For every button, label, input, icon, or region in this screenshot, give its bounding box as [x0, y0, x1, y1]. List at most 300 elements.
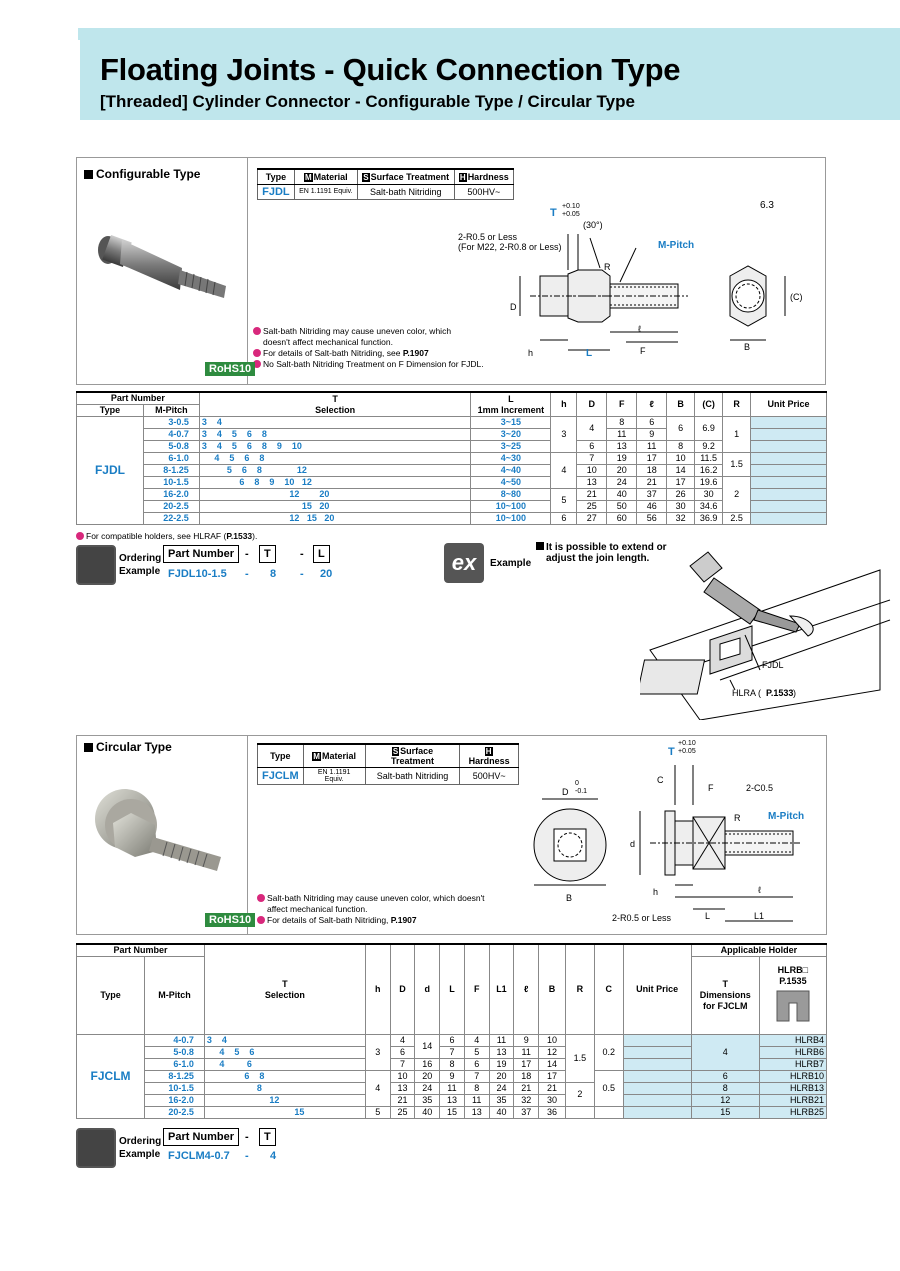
note-text: For details of Salt-bath Nitriding, see — [263, 348, 401, 358]
holder-cell: HLRB21 — [759, 1095, 826, 1107]
b-cell: 32 — [667, 513, 695, 525]
th-tdim-3: for FJCLM — [703, 1001, 748, 1011]
f-cell: 13 — [607, 441, 637, 453]
configurable-product-image — [92, 228, 232, 308]
ell-cell: 6 — [637, 417, 667, 429]
rohs-badge: RoHS10 — [205, 913, 255, 927]
ordering-l-box: L — [313, 545, 330, 563]
spec-header-material-text: Material — [321, 751, 356, 761]
table-row — [77, 513, 827, 525]
drawing-r-note: 2-R0.5 or Less — [612, 913, 672, 923]
spec-hardness: 500HV~ — [460, 768, 519, 785]
drawing-f: F — [640, 346, 646, 356]
l-cell: 15 — [440, 1107, 465, 1119]
dd-cell: 16 — [415, 1059, 440, 1071]
d-cell: 4 — [577, 417, 607, 441]
page-title: Floating Joints - Quick Connection Type — [100, 52, 681, 87]
d-cell: 10 — [577, 465, 607, 477]
drawing-angle: (30°) — [583, 220, 603, 230]
note-text: For details of Salt-bath Nitriding, — [267, 915, 389, 925]
c-cell: 30 — [695, 489, 723, 501]
spec-material: EN 1.1191 Equiv. — [303, 768, 365, 785]
f-cell: 5 — [464, 1047, 489, 1059]
f-cell: 24 — [607, 477, 637, 489]
mpitch-cell: 20-2.5 — [145, 1107, 205, 1119]
tdim-cell: 12 — [691, 1095, 759, 1107]
rohs-badge: RoHS10 — [205, 362, 255, 376]
b-cell: 30 — [539, 1095, 566, 1107]
example-illustration — [640, 540, 900, 720]
ordering-label-2: Example — [119, 1149, 161, 1160]
drawing-ell: ℓ — [758, 885, 761, 895]
l-cell: 3~20 — [471, 429, 551, 441]
l-cell: 10~100 — [471, 513, 551, 525]
table-row — [77, 453, 827, 465]
spec-header-type: Type — [258, 169, 295, 184]
header-accent — [72, 40, 80, 120]
ordering-t-box: T — [259, 545, 276, 563]
spec-header-surface-text: Surface Treatment — [391, 746, 435, 766]
ordering-dash-1: - — [245, 1131, 249, 1143]
ell-cell: 17 — [637, 453, 667, 465]
holder-cell: HLRB10 — [759, 1071, 826, 1083]
footnote-text: For compatible holders, see HLRAF ( — [86, 531, 227, 541]
mpitch-cell: 6-1.0 — [145, 1059, 205, 1071]
l-cell: 7 — [440, 1047, 465, 1059]
ordering-t-box: T — [259, 1128, 276, 1146]
drawing-tol-up: +0.10 — [562, 203, 580, 210]
ordering-pn-box: Part Number — [163, 1128, 239, 1146]
th-r: R — [565, 944, 594, 1035]
drawing-chamfer: 2-C0.5 — [746, 783, 774, 793]
c-cell: 6.9 — [695, 417, 723, 441]
b-cell: 17 — [539, 1071, 566, 1083]
th-f: F — [464, 944, 489, 1035]
selection-cell: 15 20 — [199, 501, 471, 513]
r-cell: 2 — [723, 477, 751, 513]
ell-cell: 18 — [514, 1071, 539, 1083]
footnote-ref[interactable]: P.1533 — [226, 531, 253, 541]
unit-price-cell[interactable] — [751, 477, 827, 489]
unit-price-cell[interactable] — [623, 1083, 691, 1095]
hardness-icon: H — [459, 172, 466, 182]
th-tdim-1: T — [722, 979, 728, 989]
mpitch-cell: 4-0.7 — [143, 429, 199, 441]
drawing-c: C — [657, 775, 664, 785]
spec-header-type: Type — [258, 744, 304, 768]
selection-cell: 4 5 6 8 — [199, 453, 471, 465]
tdim-cell: 4 — [691, 1035, 759, 1071]
c-cell — [594, 1107, 623, 1119]
selection-cell: 4 5 6 — [204, 1047, 365, 1059]
note-2 — [257, 915, 485, 926]
drawing-f: F — [708, 783, 714, 793]
th-c: C — [594, 944, 623, 1035]
drawing-d: D — [562, 787, 569, 797]
dd-cell: 40 — [415, 1107, 440, 1119]
selection-cell: 3 4 — [204, 1035, 365, 1047]
h-cell: 5 — [365, 1107, 390, 1119]
selection-cell: 3 4 5 6 8 9 10 — [199, 441, 471, 453]
ell-cell: 17 — [514, 1059, 539, 1071]
b-cell: 26 — [667, 489, 695, 501]
tdim-cell: 8 — [691, 1083, 759, 1095]
example-text-2: adjust the join length. — [546, 553, 650, 564]
d-cell: 13 — [390, 1083, 415, 1095]
b-cell: 12 — [539, 1047, 566, 1059]
th-c: (C) — [695, 392, 723, 417]
drawing-r-note1: 2-R0.5 or Less — [458, 232, 518, 242]
ordering-v-t: 4 — [270, 1150, 277, 1162]
d-cell: 6 — [390, 1047, 415, 1059]
mpitch-cell: 16-2.0 — [145, 1095, 205, 1107]
th-hlrb-ref[interactable]: P.1535 — [779, 976, 807, 986]
ell-cell: 21 — [514, 1083, 539, 1095]
f-cell: 4 — [464, 1035, 489, 1047]
table-row — [77, 417, 827, 429]
th-selection: Selection — [264, 989, 305, 1000]
d-cell: 21 — [577, 489, 607, 501]
unit-price-cell[interactable] — [623, 1107, 691, 1119]
table-row — [77, 501, 827, 513]
selection-cell: 12 20 — [199, 489, 471, 501]
l-cell: 3~15 — [471, 417, 551, 429]
drawing-tol-up: +0.10 — [678, 740, 696, 747]
b-cell: 10 — [667, 453, 695, 465]
ordering-v-pn: FJCLM4-0.7 — [168, 1150, 230, 1162]
drawing-d-tol: 0 — [575, 780, 579, 787]
ell-cell: 11 — [637, 441, 667, 453]
th-hlrb-label: HLRB□ — [777, 965, 809, 975]
ell-cell: 37 — [637, 489, 667, 501]
drawing-r: R — [604, 262, 611, 272]
selection-cell: 4 6 — [204, 1059, 365, 1071]
l1-cell: 40 — [489, 1107, 514, 1119]
h-cell: 5 — [551, 489, 577, 513]
page-subtitle: [Threaded] Cylinder Connector - Configurable Type / Circular Type — [100, 92, 635, 111]
th-b: B — [667, 392, 695, 417]
c-cell: 0.5 — [594, 1071, 623, 1107]
note-icon — [76, 532, 84, 540]
r-cell — [565, 1107, 594, 1119]
b-cell: 14 — [539, 1059, 566, 1071]
f-cell: 60 — [607, 513, 637, 525]
unit-price-cell[interactable] — [623, 1047, 691, 1059]
f-cell: 11 — [607, 429, 637, 441]
ell-cell: 18 — [637, 465, 667, 477]
th-d: D — [577, 392, 607, 417]
note-icon — [253, 349, 261, 357]
l-cell: 4~40 — [471, 465, 551, 477]
b-cell: 8 — [667, 441, 695, 453]
th-h: h — [551, 392, 577, 417]
circular-notes — [257, 893, 485, 926]
ordering-dash-2: - — [300, 548, 304, 560]
ordering-label-2: Example — [119, 566, 161, 577]
spec-header-hardness-text: Hardness — [468, 756, 510, 766]
spec-type: FJCLM — [258, 768, 304, 785]
circular-section-label: Circular Type — [84, 740, 172, 754]
holder-cell: HLRB6 — [759, 1047, 826, 1059]
drawing-mpitch: M-Pitch — [658, 240, 695, 251]
spec-header-hardness — [454, 169, 513, 184]
ordering-label — [119, 552, 161, 578]
selection-cell: 12 15 20 — [199, 513, 471, 525]
l1-cell: 24 — [489, 1083, 514, 1095]
ordering-v-dash1: - — [245, 568, 249, 580]
drawing-t: T — [668, 746, 675, 758]
note-icon — [257, 894, 265, 902]
configurable-section-label: Configurable Type — [84, 167, 200, 181]
l-cell: 4~50 — [471, 477, 551, 489]
holder-cell: HLRB7 — [759, 1059, 826, 1071]
note-1b: doesn't affect mechanical function. — [263, 337, 393, 347]
ell-cell: 32 — [514, 1095, 539, 1107]
ell-cell: 56 — [637, 513, 667, 525]
surface-icon: S — [392, 747, 399, 756]
th-hlrb — [759, 957, 826, 1035]
unit-price-cell[interactable] — [623, 1059, 691, 1071]
b-cell: 10 — [539, 1035, 566, 1047]
f-cell: 50 — [607, 501, 637, 513]
drawing-d-tol2: -0.1 — [575, 788, 588, 795]
ell-cell: 46 — [637, 501, 667, 513]
c-cell: 0.2 — [594, 1035, 623, 1071]
note-1 — [257, 893, 485, 904]
selection-cell: 3 4 5 6 8 — [199, 429, 471, 441]
l-cell: 13 — [440, 1095, 465, 1107]
th-d: D — [390, 944, 415, 1035]
ordering-v-l: 20 — [320, 568, 333, 580]
mpitch-cell: 20-2.5 — [143, 501, 199, 513]
unit-price-cell[interactable] — [751, 417, 827, 429]
table-row — [77, 1095, 827, 1107]
circular-divider — [247, 735, 248, 935]
example-label: Example — [490, 558, 532, 569]
d-cell: 25 — [390, 1107, 415, 1119]
f-cell: 13 — [464, 1107, 489, 1119]
unit-price-cell[interactable] — [751, 465, 827, 477]
circular-spec-table — [257, 743, 519, 785]
r-cell: 1.5 — [565, 1035, 594, 1083]
drawing-l: L — [705, 911, 711, 921]
th-part-number: Part Number — [77, 392, 200, 405]
table-row — [77, 465, 827, 477]
dd-cell: 35 — [415, 1095, 440, 1107]
b-cell: 30 — [667, 501, 695, 513]
drawing-b: B — [744, 342, 751, 352]
example-hlra-ref: P.1533 — [766, 688, 794, 698]
b-cell: 6 — [667, 417, 695, 441]
ell-cell: 9 — [637, 429, 667, 441]
mpitch-cell: 16-2.0 — [143, 489, 199, 501]
c-cell: 34.6 — [695, 501, 723, 513]
type-cell: FJDL — [77, 417, 144, 525]
unit-price-cell[interactable] — [751, 501, 827, 513]
circular-drawing — [510, 735, 825, 930]
ordering-v-t: 8 — [270, 568, 277, 580]
d-cell: 13 — [577, 477, 607, 489]
drawing-b: B — [566, 893, 573, 903]
th-r: R — [723, 392, 751, 417]
th-selection: Selection — [315, 404, 356, 415]
selection-cell: 12 — [204, 1095, 365, 1107]
c-cell: 36.9 — [695, 513, 723, 525]
note-text: No Salt-bath Nitriding Treatment on F Dimension for FJDL. — [263, 359, 484, 369]
drawing-l: L — [586, 348, 593, 359]
h-cell: 4 — [551, 453, 577, 489]
drawing-mpitch: M-Pitch — [768, 811, 805, 822]
th-ell: ℓ — [637, 392, 667, 417]
unit-price-cell[interactable] — [751, 441, 827, 453]
drawing-tol-dn: +0.05 — [562, 211, 580, 218]
ordering-icon — [76, 1128, 116, 1168]
example-fjdl: FJDL — [762, 660, 784, 670]
l1-cell: 13 — [489, 1047, 514, 1059]
l1-cell: 11 — [489, 1035, 514, 1047]
ordering-label-1: Ordering — [119, 553, 162, 564]
ordering-label — [119, 1135, 161, 1161]
b-cell: 21 — [539, 1083, 566, 1095]
r-cell: 2 — [565, 1083, 594, 1107]
tdim-cell: 15 — [691, 1107, 759, 1119]
unit-price-cell[interactable] — [751, 429, 827, 441]
circular-product-image — [95, 785, 235, 875]
unit-price-cell[interactable] — [623, 1035, 691, 1047]
selection-cell: 3 4 — [199, 417, 471, 429]
footnote-end: ). — [252, 531, 258, 541]
drawing-ell: ℓ — [638, 324, 641, 334]
l1-cell: 20 — [489, 1071, 514, 1083]
ell-cell: 21 — [637, 477, 667, 489]
b-cell: 36 — [539, 1107, 566, 1119]
drawing-d: D — [510, 302, 517, 312]
spec-material: EN 1.1191 Equiv. — [294, 184, 357, 199]
unit-price-cell[interactable] — [751, 489, 827, 501]
l-cell: 9 — [440, 1071, 465, 1083]
mpitch-cell: 5-0.8 — [145, 1047, 205, 1059]
f-cell: 19 — [607, 453, 637, 465]
c-cell: 19.6 — [695, 477, 723, 489]
th-b: B — [539, 944, 566, 1035]
spec-surface: Salt-bath Nitriding — [365, 768, 460, 785]
th-t-selection — [199, 392, 471, 417]
ordering-v-dash: - — [245, 1150, 249, 1162]
ell-cell: 11 — [514, 1047, 539, 1059]
f-cell: 40 — [607, 489, 637, 501]
spec-header-surface-text: Surface Treatment — [370, 171, 450, 182]
f-cell: 11 — [464, 1095, 489, 1107]
ell-cell: 9 — [514, 1035, 539, 1047]
table-row — [77, 1071, 827, 1083]
th-holder: Applicable Holder — [691, 944, 826, 957]
spec-type: FJDL — [258, 184, 295, 199]
note-text: Salt-bath Nitriding may cause uneven color, which — [263, 326, 452, 336]
circular-main-table — [76, 943, 827, 1119]
mpitch-cell: 5-0.8 — [143, 441, 199, 453]
mpitch-cell: 10-1.5 — [145, 1083, 205, 1095]
l-cell: 6 — [440, 1035, 465, 1047]
d-cell: 10 — [390, 1071, 415, 1083]
r-cell: 1.5 — [723, 453, 751, 477]
mpitch-cell: 4-0.7 — [145, 1035, 205, 1047]
drawing-h: h — [528, 348, 534, 358]
l-cell: 3~25 — [471, 441, 551, 453]
unit-price-cell[interactable] — [751, 453, 827, 465]
spec-header-hardness-text: Hardness — [467, 171, 509, 182]
drawing-tol-dn: +0.05 — [678, 748, 696, 755]
th-part-number: Part Number — [77, 944, 205, 957]
l-cell: 11 — [440, 1083, 465, 1095]
h-cell: 6 — [551, 513, 577, 525]
h-cell: 4 — [365, 1071, 390, 1107]
f-cell: 20 — [607, 465, 637, 477]
l1-cell: 19 — [489, 1059, 514, 1071]
th-tdim-2: Dimensions — [699, 990, 751, 1000]
th-type: Type — [77, 957, 145, 1035]
l-cell: 8 — [440, 1059, 465, 1071]
note-page-ref[interactable]: P.1907 — [402, 348, 429, 358]
l-cell: 10~100 — [471, 501, 551, 513]
holder-cell: HLRB13 — [759, 1083, 826, 1095]
unit-price-cell[interactable] — [623, 1071, 691, 1083]
th-t: T — [282, 978, 288, 989]
hardness-icon: H — [485, 747, 492, 756]
mpitch-cell: 3-0.5 — [143, 417, 199, 429]
example-icon: ex — [444, 543, 484, 583]
l-cell: 8~80 — [471, 489, 551, 501]
selection-cell: 6 8 — [204, 1071, 365, 1083]
f-cell: 8 — [464, 1083, 489, 1095]
table-row — [77, 441, 827, 453]
mpitch-cell: 8-1.25 — [143, 465, 199, 477]
d-cell: 25 — [577, 501, 607, 513]
th-mpitch: M-Pitch — [145, 957, 205, 1035]
note-page-ref[interactable]: P.1907 — [390, 915, 417, 925]
c-cell: 11.5 — [695, 453, 723, 465]
holder-image — [773, 987, 813, 1023]
configurable-main-table — [76, 391, 827, 525]
th-t: T — [332, 393, 338, 404]
th-type: Type — [77, 405, 144, 417]
note-text: Salt-bath Nitriding may cause uneven color, which doesn't — [267, 893, 485, 903]
th-l-inc: 1mm Increment — [477, 404, 545, 415]
spec-header-surface — [357, 169, 454, 184]
table-row — [77, 477, 827, 489]
table-row — [77, 489, 827, 501]
th-unit-price: Unit Price — [751, 392, 827, 417]
ell-cell: 37 — [514, 1107, 539, 1119]
ordering-label-1: Ordering — [119, 1136, 162, 1147]
holder-cell: HLRB4 — [759, 1035, 826, 1047]
d-cell: 4 — [390, 1035, 415, 1047]
h-cell: 3 — [365, 1035, 390, 1071]
selection-cell: 6 8 9 10 12 — [199, 477, 471, 489]
example-hlra-end: ) — [793, 688, 796, 698]
type-cell: FJCLM — [77, 1035, 145, 1119]
dd-cell: 14 — [415, 1035, 440, 1059]
unit-price-cell[interactable] — [751, 513, 827, 525]
selection-cell: 5 6 8 12 — [199, 465, 471, 477]
b-cell: 14 — [667, 465, 695, 477]
configurable-drawing — [440, 190, 820, 370]
th-f: F — [607, 392, 637, 417]
r-cell: 2.5 — [723, 513, 751, 525]
unit-price-cell[interactable] — [623, 1095, 691, 1107]
r-cell: 1 — [723, 417, 751, 453]
th-l-label: L — [508, 393, 514, 404]
th-unit-price: Unit Price — [623, 944, 691, 1035]
